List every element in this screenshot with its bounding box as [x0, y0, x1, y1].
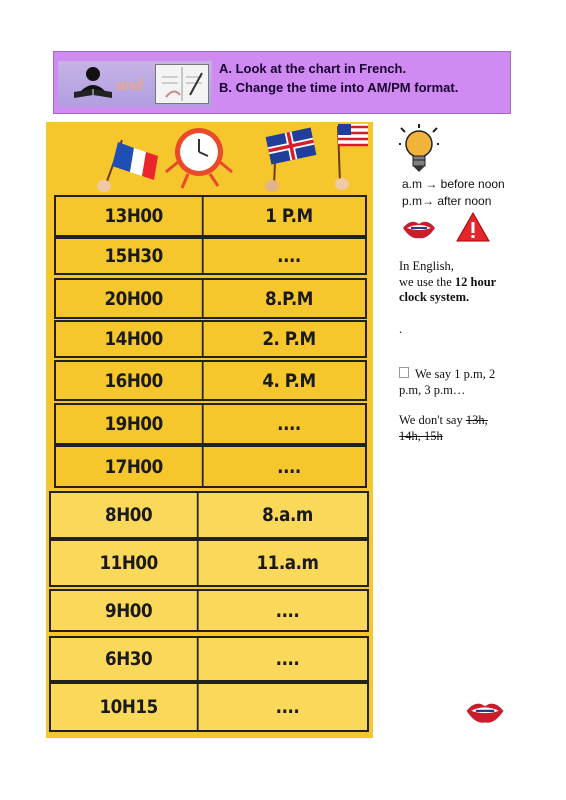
- twelve-hour-bold: 12 hour: [454, 275, 497, 289]
- french-time-cell: 20H00: [65, 280, 203, 317]
- dont-say-line-2: [399, 429, 443, 444]
- we-say-text-1: We say 1 p.m, 2: [415, 367, 496, 381]
- clock-system-line-1: [399, 275, 496, 290]
- dot-text: .: [399, 322, 403, 336]
- ampm-time-cell: ....: [275, 599, 300, 622]
- chart-row: [54, 360, 367, 401]
- in-english-text: In English,: [399, 259, 454, 273]
- french-flag-icon: [97, 140, 158, 192]
- french-time-cell: 15H30: [65, 239, 203, 273]
- dont-say-text: We don't say: [399, 413, 463, 427]
- ampm-time-cell: ....: [277, 245, 301, 267]
- bullet-box: [399, 367, 409, 378]
- french-time-cell: 9H00: [60, 591, 198, 630]
- writing-icon: [155, 64, 209, 104]
- ampm-time-cell: 8.P.M: [265, 287, 313, 310]
- am-note: a.m → before noon: [402, 177, 505, 191]
- lips-flag-icon: [462, 697, 508, 727]
- chart-row: [54, 320, 367, 358]
- pm-note: p.m→ after noon: [402, 194, 492, 208]
- us-flag-icon: [335, 124, 368, 190]
- ampm-time-cell: ....: [277, 413, 301, 435]
- ampm-time-cell: ....: [275, 696, 300, 718]
- french-time-cell: 17H00: [65, 447, 203, 486]
- french-time-cell: 8H00: [60, 493, 198, 537]
- struck-example-2: 14h, 15h: [399, 429, 443, 443]
- we-say-line-1: [399, 367, 495, 382]
- lips-icon: [401, 216, 437, 242]
- ampm-time-cell: 4. P.M: [262, 369, 316, 392]
- chart-row: [49, 589, 369, 632]
- and-word: and: [116, 75, 143, 94]
- chart-row: [54, 195, 367, 237]
- running-clock-icon: [166, 128, 232, 188]
- clock-system-line-2: [399, 290, 469, 305]
- flags-clock-illustration: [46, 122, 373, 192]
- warning-icon: [455, 211, 491, 244]
- we-use-text: we use the: [399, 275, 452, 289]
- clock-system-bold: clock system.: [399, 290, 470, 304]
- chart-row: [54, 278, 367, 319]
- chart-row: [54, 403, 367, 445]
- chart-row: [49, 491, 369, 539]
- struck-example-1: 13h,: [465, 413, 488, 427]
- chart-row: [49, 682, 369, 732]
- we-say-text-2: p.m, 3 p.m…: [399, 383, 466, 397]
- french-time-cell: 6H30: [60, 638, 198, 680]
- person-reading-icon: [68, 65, 118, 103]
- instruction-b: B. Change the time into AM/PM format.: [219, 80, 459, 95]
- instruction-a: A. Look at the chart in French.: [219, 61, 407, 76]
- chart-row: [54, 445, 367, 488]
- ampm-time-cell: 8.a.m: [262, 504, 313, 526]
- dont-say-line-1: [399, 413, 488, 428]
- uk-flag-icon: [265, 128, 316, 192]
- french-time-cell: 19H00: [65, 405, 203, 443]
- time-chart: [46, 122, 373, 738]
- instruction-banner: [53, 51, 511, 114]
- french-time-cell: 14H00: [65, 322, 203, 356]
- chart-row: [49, 636, 369, 682]
- french-time-cell: 13H00: [65, 197, 203, 235]
- reading-illustration: [58, 61, 212, 107]
- ampm-time-cell: 1 P.M: [265, 205, 313, 227]
- french-time-cell: 10H15: [60, 684, 198, 730]
- chart-row: [49, 539, 369, 587]
- light-bulb-icon: [399, 124, 439, 176]
- ampm-time-cell: ....: [275, 648, 300, 670]
- french-time-cell: 16H00: [65, 362, 203, 399]
- french-time-cell: 11H00: [60, 541, 198, 585]
- ampm-time-cell: ....: [277, 455, 301, 478]
- ampm-time-cell: 11.a.m: [256, 552, 319, 574]
- ampm-time-cell: 2. P.M: [262, 328, 316, 350]
- chart-row: [54, 237, 367, 275]
